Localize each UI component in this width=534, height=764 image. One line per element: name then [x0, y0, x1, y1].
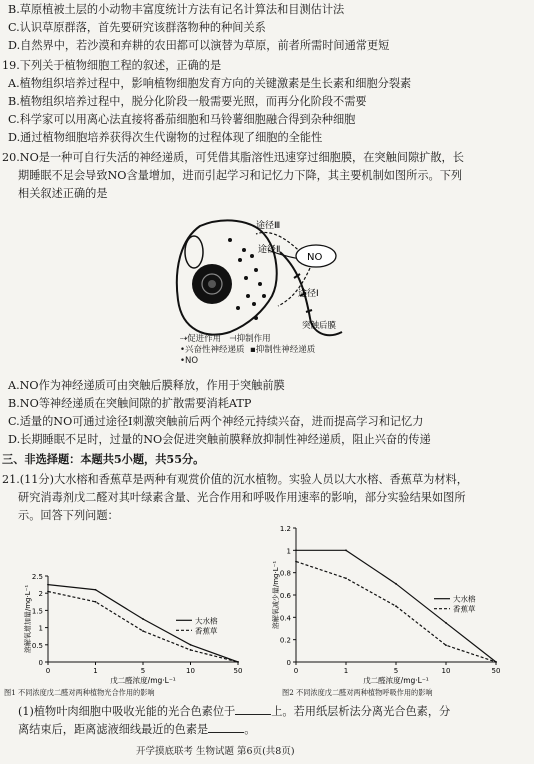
- no-label: NO: [307, 252, 323, 263]
- q21-sub1-part-a: (1)植物叶肉细胞中吸收光能的光合色素位于: [18, 705, 236, 718]
- x-tick-label: 10: [186, 667, 195, 675]
- data-point: [95, 601, 97, 603]
- chart1-caption: 图1 不同浓度戊二醛对两种植物光合作用的影响: [4, 688, 155, 697]
- q20-stem-line3: 相关叙述正确的是: [18, 187, 108, 200]
- x-tick-label: 5: [140, 667, 146, 675]
- pathway-1-label: 途径Ⅰ: [298, 289, 319, 299]
- legend-excitatory: 兴奋性神经递质: [185, 345, 245, 355]
- diagram-legend: [180, 334, 315, 367]
- q20-option-d: D.长期睡眠不足时，过量的NO会促进突触前膜释放抑制性神经递质，阻止兴奋的传递: [8, 433, 431, 446]
- y-tick-label: 0.8: [279, 569, 291, 578]
- q21-sub1-line2: [18, 722, 255, 737]
- q19-option-a: A.植物组织培养过程中，影响植物细胞发育方向的关键激素是生长素和细胞分裂素: [8, 77, 412, 90]
- x-tick-label: 0: [45, 667, 51, 675]
- y-tick-label: 0.4: [279, 614, 291, 623]
- x-tick-label: 0: [293, 667, 299, 675]
- answer-blank-1[interactable]: [235, 704, 271, 715]
- q18-option-d: D.自然界中，若沙漠和弃耕的农田都可以演替为草原，前者所需时间通常更短: [8, 39, 390, 52]
- y-tick-label: 1.2: [279, 525, 291, 533]
- legend-label: 香蕉草: [195, 626, 218, 636]
- y-tick-label: 1: [38, 624, 43, 633]
- answer-blank-2[interactable]: [208, 722, 244, 733]
- q18-option-b: B.草原植被土层的小动物丰富度统计方法有记名计算法和目测估计法: [8, 3, 345, 16]
- y-tick-label: 0.5: [31, 641, 43, 650]
- data-point: [47, 584, 49, 586]
- data-point: [345, 577, 347, 579]
- q20-stem-line2: 期睡眠不足会导致NO含量增加，进而引起学习和记忆力下降，其主要机制如图所示。下列: [18, 169, 463, 182]
- no-dot-icon: •: [180, 356, 186, 366]
- data-point: [395, 605, 397, 607]
- data-point: [190, 649, 192, 651]
- q19-option-b: B.植物组织培养过程中，脱分化阶段一般需要光照，而再分化阶段不需要: [8, 95, 367, 108]
- pathway-3-label: 途径Ⅲ: [256, 221, 281, 231]
- q19-option-c: C.科学家可以用离心法直接将番茄细胞和马铃薯细胞融合得到杂种细胞: [8, 113, 356, 126]
- data-point: [142, 618, 144, 620]
- data-point: [142, 630, 144, 632]
- q18-option-c: C.认识草原群落，首先要研究该群落物种的种间关系: [8, 21, 266, 34]
- q21-stem-line1: 21.(11分)大水榕和香蕉草是两种有观赏价值的沉水植物。实验人员以大水榕、香蕉草为材料，: [2, 473, 468, 486]
- q21-stem-line2: 研究消毒剂戊二醛对其叶绿素含量、光合作用和呼吸作用速率的影响，部分实验结果如图所: [18, 491, 466, 504]
- q19-stem: 19.下列关于植物细胞工程的叙述，正确的是: [2, 59, 222, 72]
- q20-option-c: C.适量的NO可通过途径Ⅰ刺激突触前后两个神经元持续兴奋，进而提高学习和记忆力: [8, 415, 424, 428]
- legend-inhibitory: 抑制性神经递质: [255, 345, 316, 355]
- data-point: [190, 644, 192, 646]
- data-point: [295, 561, 297, 563]
- q21-stem-line3: 示。回答下列问题：: [18, 509, 119, 522]
- inhibit-arrow-icon: ⊣: [229, 334, 237, 344]
- x-tick-label: 1: [93, 667, 98, 675]
- y-tick-label: 0.6: [279, 592, 291, 600]
- legend-label: 大水榕: [195, 616, 218, 626]
- legend-promote: 促进作用: [187, 334, 222, 344]
- y-tick-label: 0: [286, 659, 291, 667]
- legend-no: NO: [185, 356, 199, 366]
- chart-photosynthesis: [2, 560, 264, 688]
- excitatory-dot-icon: •: [180, 345, 186, 355]
- data-point: [445, 644, 447, 646]
- y-tick-label: 0.2: [279, 636, 291, 645]
- y-tick-label: 0: [38, 659, 43, 667]
- x-tick-label: 50: [491, 667, 501, 675]
- data-point: [295, 549, 297, 551]
- data-point: [237, 661, 239, 663]
- legend-inhibit: 抑制作用: [236, 334, 271, 344]
- x-tick-label: 1: [343, 667, 349, 675]
- data-point: [47, 591, 49, 593]
- legend-label: 大水榕: [453, 594, 476, 604]
- q20-stem-line1: 20.NO是一种可自行失活的神经递质，可凭借其脂溶性迅速穿过细胞膜，在突触间隙扩散，长: [2, 151, 464, 164]
- y-tick-label: 1: [286, 547, 291, 556]
- data-point: [495, 661, 497, 663]
- mitochondrion: [185, 236, 203, 268]
- section-3-heading: 三、非选择题：本题共5小题，共55分。: [2, 452, 205, 466]
- data-point: [395, 583, 397, 585]
- x-tick-label: 10: [441, 667, 451, 675]
- q21-sub1-line1: [18, 704, 450, 719]
- legend-label: 香蕉草: [453, 604, 476, 614]
- x-tick-label: 50: [233, 667, 243, 675]
- q21-sub1-part-b: 上。若用纸层析法分离光合色素，分: [271, 705, 451, 718]
- data-point: [445, 622, 447, 624]
- postsynaptic-label: 突触后膜: [302, 321, 337, 331]
- x-axis-label: 戊二醛浓度/mg·L⁻¹: [363, 676, 429, 685]
- inhibitory-square-icon: ▪: [249, 345, 256, 355]
- q20-option-b: B.NO等神经递质在突触间隙的扩散需要消耗ATP: [8, 397, 252, 410]
- promote-arrow-icon: ⇢: [180, 334, 188, 344]
- y-tick-label: 2.5: [31, 573, 43, 581]
- data-point: [345, 549, 347, 551]
- x-axis-label: 戊二醛浓度/mg·L⁻¹: [110, 676, 176, 685]
- chart2-caption: 图2 不同浓度戊二醛对两种植物呼吸作用的影响: [282, 688, 433, 697]
- page-footer: 开学摸底联考 生物试题 第6页(共8页): [136, 746, 295, 757]
- q21-sub1-part-d: 。: [244, 723, 256, 736]
- chart-respiration: [266, 516, 532, 688]
- pathway-2-label: 途径Ⅱ: [258, 245, 281, 255]
- data-point: [95, 589, 97, 591]
- q21-sub1-part-c: 离结束后，距离滤液细线最近的色素是: [18, 723, 209, 736]
- q19-option-d: D.通过植物细胞培养获得次生代谢物的过程体现了细胞的全能性: [8, 131, 323, 144]
- y-axis-label: 溶解氧增加量/mg·L⁻¹: [24, 584, 32, 654]
- y-tick-label: 2: [38, 590, 43, 599]
- x-tick-label: 5: [393, 667, 399, 675]
- y-axis-label: 溶解氧减少量/mg·L⁻¹: [272, 560, 280, 630]
- q20-option-a: A.NO作为神经递质可由突触后膜释放，作用于突触前膜: [8, 379, 285, 392]
- y-tick-label: 1.5: [31, 607, 43, 616]
